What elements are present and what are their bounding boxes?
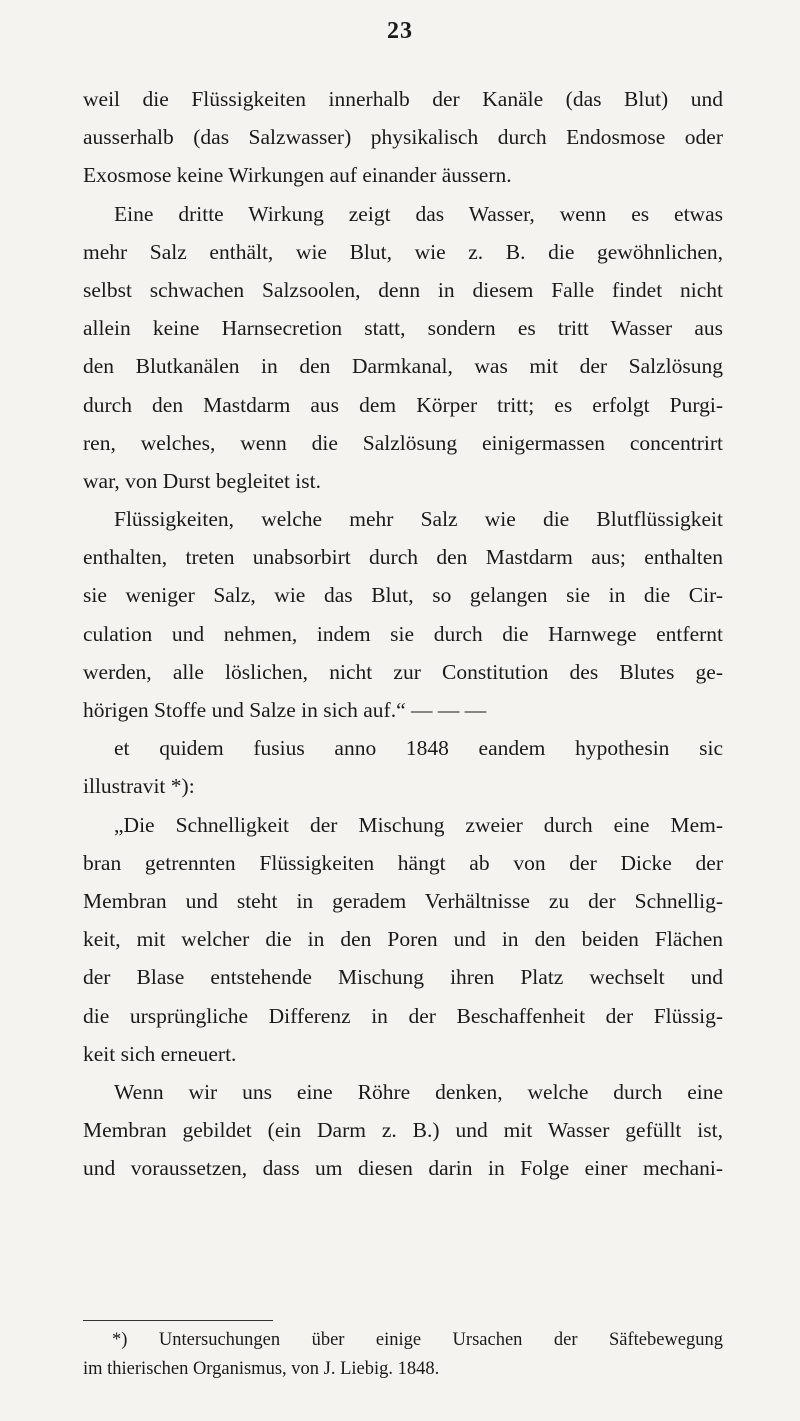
text-line: mehr Salz enthält, wie Blut, wie z. B. die gewöhnlichen, [83, 239, 723, 264]
text-line: selbst schwachen Salzsoolen, denn in diesem Falle findet nicht [83, 277, 723, 302]
text-line: Eine dritte Wirkung zeigt das Wasser, wenn es etwas [114, 201, 723, 226]
text-line: culation und nehmen, indem sie durch die Harnwege entfernt [83, 621, 723, 646]
text-line: keit sich erneuert. [83, 1041, 237, 1066]
text-line: illustravit *): [83, 774, 195, 799]
text-line: Exosmose keine Wirkungen auf einander äussern. [83, 163, 512, 188]
text-line: die ursprüngliche Differenz in der Beschaffenheit der Flüssig- [83, 1003, 723, 1028]
text-line: bran getrennten Flüssigkeiten hängt ab von der Dicke der [83, 850, 723, 875]
text-line: Membran gebildet (ein Darm z. B.) und mit Wasser gefüllt ist, [83, 1118, 723, 1143]
text-line: et quidem fusius anno 1848 eandem hypothesin sic [114, 736, 723, 761]
footnotes [83, 1326, 723, 1384]
text-line: ren, welches, wenn die Salzlösung einigermassen concentrirt [83, 430, 723, 455]
text-line: war, von Durst begleitet ist. [83, 468, 321, 493]
text-line: werden, alle löslichen, nicht zur Constitution des Blutes ge- [83, 659, 723, 684]
footnote-line: *) Untersuchungen über einige Ursachen der Säftebewegung [112, 1330, 723, 1350]
body-text [83, 80, 723, 1187]
text-line: keit, mit welcher die in den Poren und in den beiden Flächen [83, 927, 723, 952]
text-line: durch den Mastdarm aus dem Körper tritt; es erfolgt Purgi- [83, 392, 723, 417]
page-number: 23 [387, 18, 413, 44]
footnote-rule [83, 1320, 273, 1321]
text-line: sie weniger Salz, wie das Blut, so gelangen sie in die Cir- [83, 583, 723, 608]
text-line: allein keine Harnsecretion statt, sondern es tritt Wasser aus [83, 316, 723, 341]
text-line: der Blase entstehende Mischung ihren Platz wechselt und [83, 965, 723, 990]
text-line: enthalten, treten unabsorbirt durch den Mastdarm aus; enthalten [83, 545, 723, 570]
text-line: „Die Schnelligkeit der Mischung zweier durch eine Mem- [114, 812, 723, 837]
text-line: und voraussetzen, dass um diesen darin in Folge einer mechani- [83, 1156, 723, 1181]
text-line: ausserhalb (das Salzwasser) physikalisch durch Endosmose oder [83, 125, 723, 150]
footnote-line: im thierischen Organismus, von J. Liebig. 1848. [83, 1359, 440, 1379]
text-line: weil die Flüssigkeiten innerhalb der Kanäle (das Blut) und [83, 87, 723, 111]
text-line: Wenn wir uns eine Röhre denken, welche durch eine [114, 1079, 723, 1104]
text-line: hörigen Stoffe und Salze in sich auf.“ — — — [83, 698, 487, 722]
text-line: Flüssigkeiten, welche mehr Salz wie die Blutflüssigkeit [114, 507, 723, 532]
text-line: Membran und steht in geradem Verhältnisse zu der Schnellig- [83, 888, 723, 913]
text-line: den Blutkanälen in den Darmkanal, was mit der Salzlösung [83, 354, 723, 379]
